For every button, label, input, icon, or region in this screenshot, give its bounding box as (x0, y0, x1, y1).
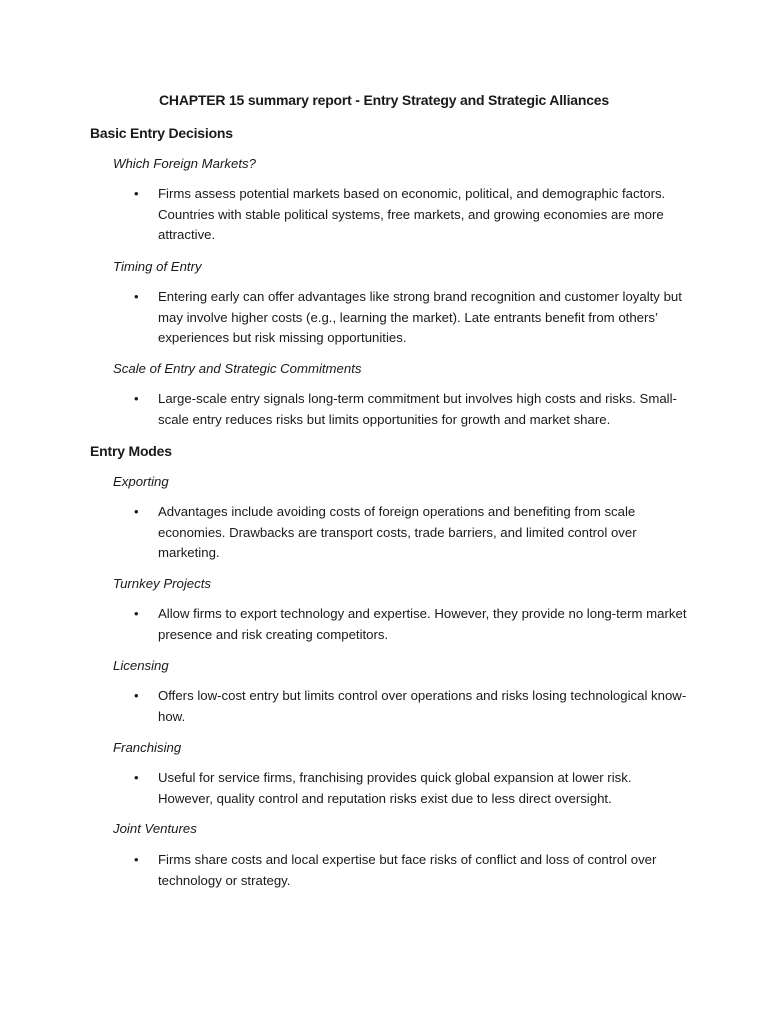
list-item (90, 768, 690, 809)
subsection-title: Timing of Entry (113, 259, 202, 274)
subsection-title: Scale of Entry and Strategic Commitments (113, 361, 362, 376)
section-heading: Entry Modes (90, 443, 172, 459)
bullet-item (90, 389, 688, 430)
subsection-title: Turnkey Projects (113, 576, 211, 591)
subsection-exporting (90, 472, 690, 492)
subsection-title: Which Foreign Markets? (113, 156, 256, 171)
subsection-turnkey-projects (90, 574, 690, 594)
subsection-timing-of-entry (90, 257, 690, 277)
bullet-icon: • (134, 852, 139, 867)
bullet-item (90, 850, 688, 891)
list-item (90, 287, 690, 349)
bullet-icon: • (134, 391, 139, 406)
bullet-item (90, 768, 688, 809)
subsection-title: Franchising (113, 740, 182, 755)
list-item (90, 686, 690, 727)
bullet-text: Firms assess potential markets based on economic, political, and demographic factors. Countries with stable political systems, free markets, and growing economies are more attractive. (158, 186, 666, 242)
list-item (90, 850, 690, 891)
subsection-licensing (90, 656, 690, 676)
bullet-item (90, 502, 688, 564)
subsection-title: Licensing (113, 658, 169, 673)
bullet-text: Advantages include avoiding costs of foreign operations and benefiting from scale economies. Drawbacks are transport costs, trade barriers, and limited control over marketing. (158, 504, 637, 560)
bullet-text: Useful for service firms, franchising provides quick global expansion at lower risk. However, quality control and reputation risks exist due to less direct oversight. (158, 770, 632, 806)
bullet-icon: • (134, 688, 139, 703)
bullet-text: Offers low-cost entry but limits control over operations and risks losing technological know-how. (158, 688, 687, 724)
page-title: CHAPTER 15 summary report - Entry Strategy and Strategic Alliances (159, 92, 609, 108)
subsection-title: Exporting (113, 474, 169, 489)
bullet-item (90, 184, 688, 246)
bullet-icon: • (134, 504, 139, 519)
subsection-title: Joint Ventures (113, 821, 197, 836)
subsection-joint-ventures (90, 819, 690, 839)
subsection-which-foreign-markets (90, 154, 690, 174)
section-basic-entry-decisions (90, 123, 690, 143)
section-entry-modes (90, 441, 690, 461)
section-heading: Basic Entry Decisions (90, 125, 233, 141)
bullet-text: Allow firms to export technology and expertise. However, they provide no long-term market presence and risk creating competitors. (158, 606, 687, 642)
list-item (90, 389, 690, 430)
subsection-franchising (90, 738, 690, 758)
bullet-item (90, 686, 688, 727)
list-item (90, 184, 690, 246)
bullet-icon: • (134, 770, 139, 785)
bullet-text: Large-scale entry signals long-term commitment but involves high costs and risks. Small-scale entry reduces risks but limits opportunities for growth and market share. (158, 391, 677, 427)
subsection-scale-of-entry (90, 359, 690, 379)
bullet-icon: • (134, 186, 139, 201)
bullet-text: Entering early can offer advantages like strong brand recognition and customer loyalty but may involve higher costs (e.g., learning the market). Late entrants benefit from others’ experiences but risk missing opportunities. (158, 289, 682, 345)
bullet-item (90, 287, 688, 349)
bullet-icon: • (134, 289, 139, 304)
list-item (90, 502, 690, 564)
bullet-text: Firms share costs and local expertise but face risks of conflict and loss of control over technology or strategy. (158, 852, 657, 888)
bullet-item (90, 604, 688, 645)
list-item (90, 604, 690, 645)
bullet-icon: • (134, 606, 139, 621)
